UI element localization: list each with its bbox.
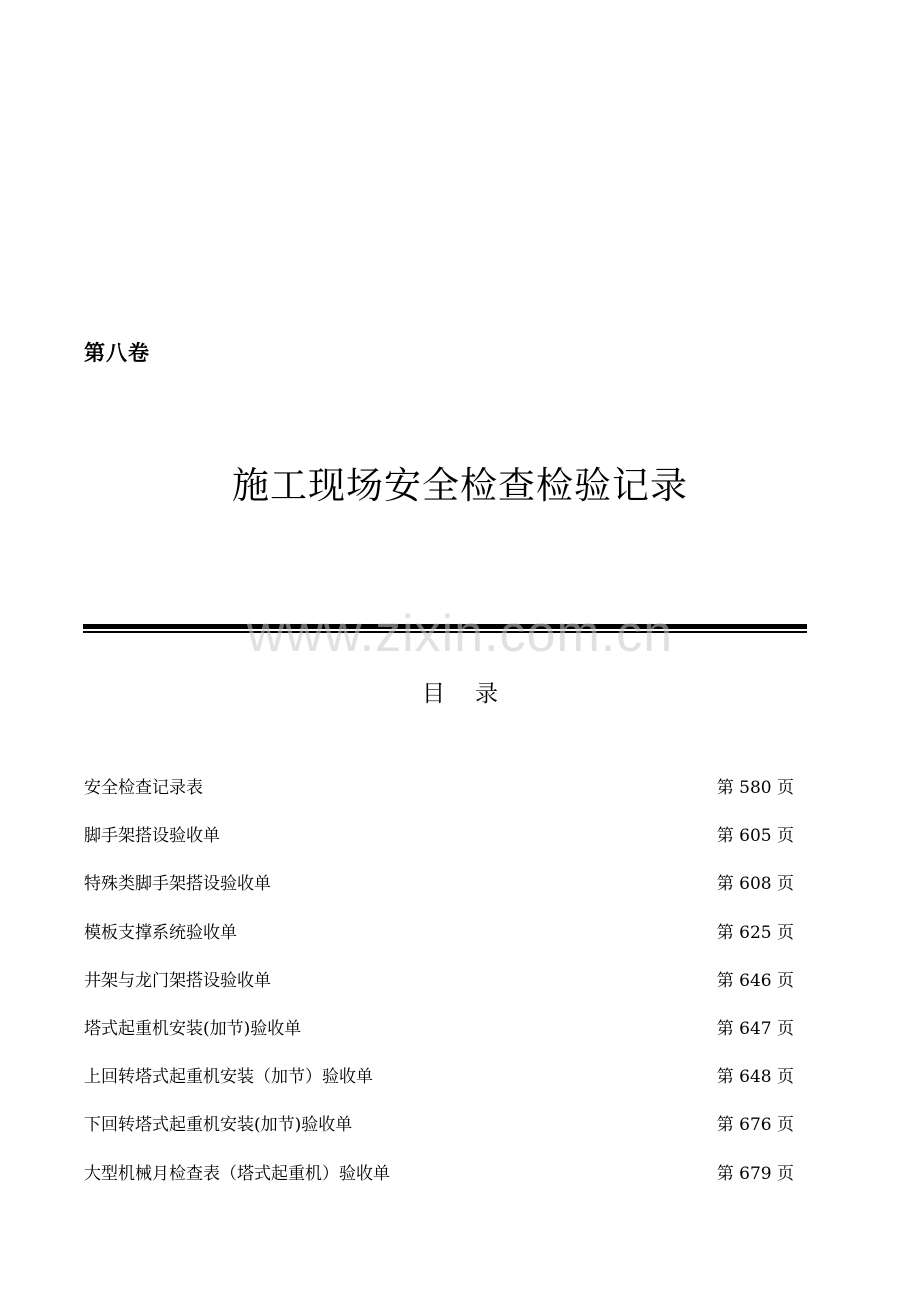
toc-item-label: 大型机械月检查表（塔式起重机）验收单 <box>84 1163 390 1184</box>
toc-heading-char-1: 目 <box>422 681 445 707</box>
toc-item-page: 第 605 页 <box>716 826 794 847</box>
toc-item-page: 第 625 页 <box>716 922 794 943</box>
toc-item-label: 井架与龙门架搭设验收单 <box>84 970 271 991</box>
toc-item[interactable] <box>84 764 794 812</box>
toc-item[interactable] <box>84 1005 794 1053</box>
toc-item-label: 塔式起重机安装(加节)验收单 <box>84 1019 302 1040</box>
toc-item-label: 模板支撑系统验收单 <box>84 922 237 943</box>
toc-item-label: 脚手架搭设验收单 <box>84 826 220 847</box>
toc-item[interactable] <box>84 1101 794 1149</box>
watermark: www.zixin.com.cn <box>246 605 674 663</box>
toc-item-label: 安全检查记录表 <box>84 778 203 799</box>
toc-item-page: 第 647 页 <box>716 1019 794 1040</box>
table-of-contents <box>84 764 794 1198</box>
toc-item-page: 第 608 页 <box>716 874 794 895</box>
toc-item-label: 下回转塔式起重机安装(加节)验收单 <box>84 1115 353 1136</box>
toc-heading-char-2: 录 <box>475 681 498 707</box>
toc-item-page: 第 648 页 <box>716 1067 794 1088</box>
toc-item[interactable] <box>84 1150 794 1198</box>
toc-item-label: 特殊类脚手架搭设验收单 <box>84 874 271 895</box>
toc-item-page: 第 646 页 <box>716 970 794 991</box>
volume-label: 第八卷 <box>84 341 150 365</box>
toc-heading <box>0 678 920 710</box>
toc-item[interactable] <box>84 860 794 908</box>
toc-item-page: 第 580 页 <box>716 778 794 799</box>
toc-item[interactable] <box>84 1053 794 1101</box>
toc-item[interactable] <box>84 909 794 957</box>
toc-item-page: 第 676 页 <box>716 1115 794 1136</box>
document-title: 施工现场安全检查检验记录 <box>232 464 688 507</box>
toc-item-label: 上回转塔式起重机安装（加节）验收单 <box>84 1067 373 1088</box>
toc-item[interactable] <box>84 812 794 860</box>
toc-item[interactable] <box>84 957 794 1005</box>
toc-item-page: 第 679 页 <box>716 1163 794 1184</box>
